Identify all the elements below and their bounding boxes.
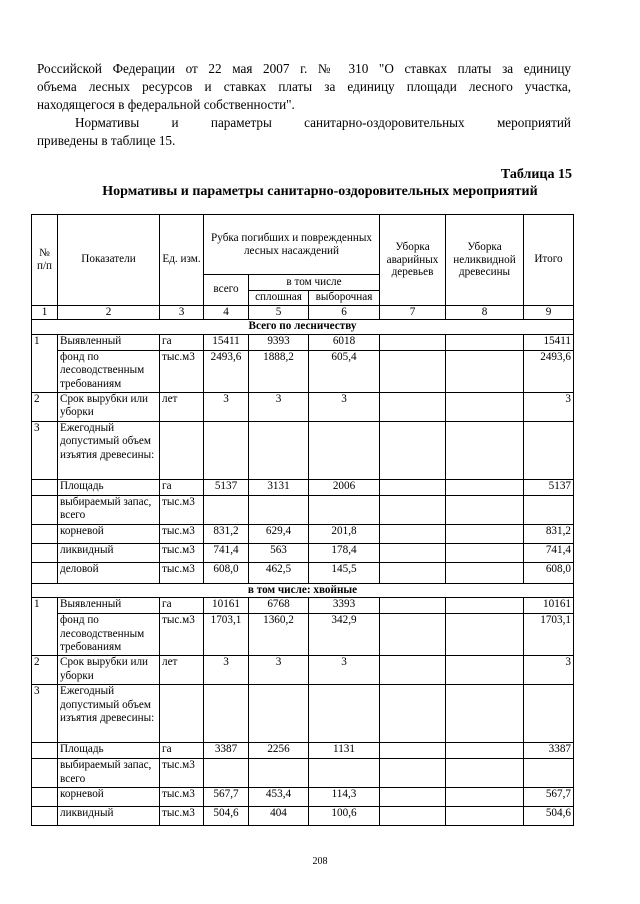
- value-selective: 114,3: [309, 788, 380, 807]
- row-name: Ежегодный допустимый объем изъятия древесины:: [58, 685, 160, 743]
- row-num: 2: [32, 656, 58, 685]
- row-unit: лет: [160, 392, 204, 421]
- value-clear: 462,5: [249, 562, 309, 583]
- value-clear: 6768: [249, 598, 309, 614]
- value-itogo: 504,6: [524, 807, 574, 826]
- value-selective: 605,4: [309, 350, 380, 392]
- value-itogo: 3387: [524, 743, 574, 759]
- row-name: корневой: [58, 788, 160, 807]
- row-num: 3: [32, 685, 58, 743]
- row-name: Выявленный: [58, 334, 160, 350]
- row-unit: га: [160, 598, 204, 614]
- value-selective: 6018: [309, 334, 380, 350]
- colnum: 5: [249, 306, 309, 320]
- value-selective: 201,8: [309, 524, 380, 543]
- value-itogo: 567,7: [524, 788, 574, 807]
- row-name: фонд по лесоводственным требованиям: [58, 350, 160, 392]
- intro-text: [37, 60, 571, 150]
- row-unit: тыс.м3: [160, 807, 204, 826]
- row-name: выбираемый запас, всего: [58, 759, 160, 788]
- row-num: 1: [32, 334, 58, 392]
- header-indicators: Показатели: [58, 215, 160, 306]
- value-selective: 3: [309, 392, 380, 421]
- row-unit: тыс.м3: [160, 524, 204, 543]
- value-clear: 629,4: [249, 524, 309, 543]
- header-num: № п/п: [32, 215, 58, 306]
- value-clear: 9393: [249, 334, 309, 350]
- value-itogo: 3: [524, 656, 574, 685]
- row-unit: тыс.м3: [160, 759, 204, 788]
- value-itogo: 2493,6: [524, 350, 574, 392]
- value-illiquid: [446, 350, 524, 392]
- value-itogo: 15411: [524, 334, 574, 350]
- value-clear: 3: [249, 656, 309, 685]
- value-selective: 145,5: [309, 562, 380, 583]
- row-name: деловой: [58, 562, 160, 583]
- row-unit: тыс.м3: [160, 543, 204, 562]
- norms-table: [31, 214, 574, 826]
- row-unit: га: [160, 334, 204, 350]
- value-clear: 3: [249, 392, 309, 421]
- colnum: 7: [380, 306, 446, 320]
- header-cutting: Рубка погибших и поврежденных лесных насаждений: [204, 215, 380, 275]
- value-illiquid: [446, 392, 524, 421]
- header-including: в том числе: [249, 275, 380, 291]
- header-illiquid: Уборка неликвидной древесины: [446, 215, 524, 306]
- value-total: 5137: [204, 479, 249, 495]
- row-unit: га: [160, 743, 204, 759]
- value-itogo: 608,0: [524, 562, 574, 583]
- value-clear: 2256: [249, 743, 309, 759]
- row-unit: тыс.м3: [160, 495, 204, 524]
- value-itogo: 1703,1: [524, 614, 574, 656]
- value-selective: 1131: [309, 743, 380, 759]
- header-itogo: Итого: [524, 215, 574, 306]
- row-num: 2: [32, 392, 58, 421]
- intro-line: Нормативы и параметры санитарно-оздоровительных мероприятий: [75, 115, 571, 130]
- value-emergency: [380, 392, 446, 421]
- row-name: Ежегодный допустимый объем изъятия древесины:: [58, 421, 160, 479]
- row-unit: лет: [160, 656, 204, 685]
- value-total: 3: [204, 392, 249, 421]
- value-total: 567,7: [204, 788, 249, 807]
- header-unit: Ед. изм.: [160, 215, 204, 306]
- section-title: Всего по лесничеству: [32, 320, 574, 334]
- row-name: Выявленный: [58, 598, 160, 614]
- colnum: 9: [524, 306, 574, 320]
- value-total: 3387: [204, 743, 249, 759]
- value-itogo: 831,2: [524, 524, 574, 543]
- colnum: 3: [160, 306, 204, 320]
- value-total: 1703,1: [204, 614, 249, 656]
- value-total: 608,0: [204, 562, 249, 583]
- value-itogo: 3: [524, 392, 574, 421]
- value-itogo: 741,4: [524, 543, 574, 562]
- header-total: всего: [204, 275, 249, 306]
- value-itogo: 5137: [524, 479, 574, 495]
- row-unit: тыс.м3: [160, 614, 204, 656]
- value-total: 741,4: [204, 543, 249, 562]
- row-unit: тыс.м3: [160, 788, 204, 807]
- value-selective: 178,4: [309, 543, 380, 562]
- value-selective: 3393: [309, 598, 380, 614]
- header-clear: сплошная: [249, 291, 309, 306]
- intro-line: Российской Федерации от 22 мая 2007 г. № 310 "О ставках платы за единицу: [37, 61, 571, 76]
- table-label: Таблица 15: [500, 167, 572, 182]
- value-clear: 1888,2: [249, 350, 309, 392]
- value-illiquid: [446, 334, 524, 350]
- value-clear: 404: [249, 807, 309, 826]
- row-name: Площадь: [58, 479, 160, 495]
- row-unit: тыс.м3: [160, 562, 204, 583]
- row-name: выбираемый запас, всего: [58, 495, 160, 524]
- table-title: Нормативы и параметры санитарно-оздоровительных мероприятий: [102, 184, 538, 199]
- value-total: 504,6: [204, 807, 249, 826]
- row-num: 3: [32, 421, 58, 479]
- value-total: 3: [204, 656, 249, 685]
- value-clear: 3131: [249, 479, 309, 495]
- intro-line: объема лесных ресурсов и ставках платы за единицу площади лесного участка,: [37, 79, 571, 94]
- section-title: в том числе: хвойные: [32, 583, 574, 597]
- value-total: 831,2: [204, 524, 249, 543]
- row-name: Срок вырубки или уборки: [58, 392, 160, 421]
- value-total: 15411: [204, 334, 249, 350]
- value-total: 2493,6: [204, 350, 249, 392]
- intro-line: приведены в таблице 15.: [37, 133, 176, 148]
- row-num: 1: [32, 598, 58, 656]
- value-selective: 3: [309, 656, 380, 685]
- row-name: фонд по лесоводственным требованиям: [58, 614, 160, 656]
- value-emergency: [380, 350, 446, 392]
- row-name: Площадь: [58, 743, 160, 759]
- value-emergency: [380, 334, 446, 350]
- value-itogo: 10161: [524, 598, 574, 614]
- colnum: 1: [32, 306, 58, 320]
- value-clear: 1360,2: [249, 614, 309, 656]
- row-unit: тыс.м3: [160, 350, 204, 392]
- row-unit: га: [160, 479, 204, 495]
- value-selective: 100,6: [309, 807, 380, 826]
- row-name: Срок вырубки или уборки: [58, 656, 160, 685]
- header-emergency: Уборка аварийных деревьев: [380, 215, 446, 306]
- colnum: 4: [204, 306, 249, 320]
- row-name: корневой: [58, 524, 160, 543]
- colnum: 6: [309, 306, 380, 320]
- row-name: ликвидный: [58, 807, 160, 826]
- value-clear: 563: [249, 543, 309, 562]
- colnum: 8: [446, 306, 524, 320]
- header-selective: выборочная: [309, 291, 380, 306]
- colnum: 2: [58, 306, 160, 320]
- row-name: ликвидный: [58, 543, 160, 562]
- page-number: 208: [312, 856, 328, 867]
- value-selective: 342,9: [309, 614, 380, 656]
- value-selective: 2006: [309, 479, 380, 495]
- value-total: 10161: [204, 598, 249, 614]
- intro-line: находящегося в федеральной собственности".: [37, 97, 295, 112]
- value-clear: 453,4: [249, 788, 309, 807]
